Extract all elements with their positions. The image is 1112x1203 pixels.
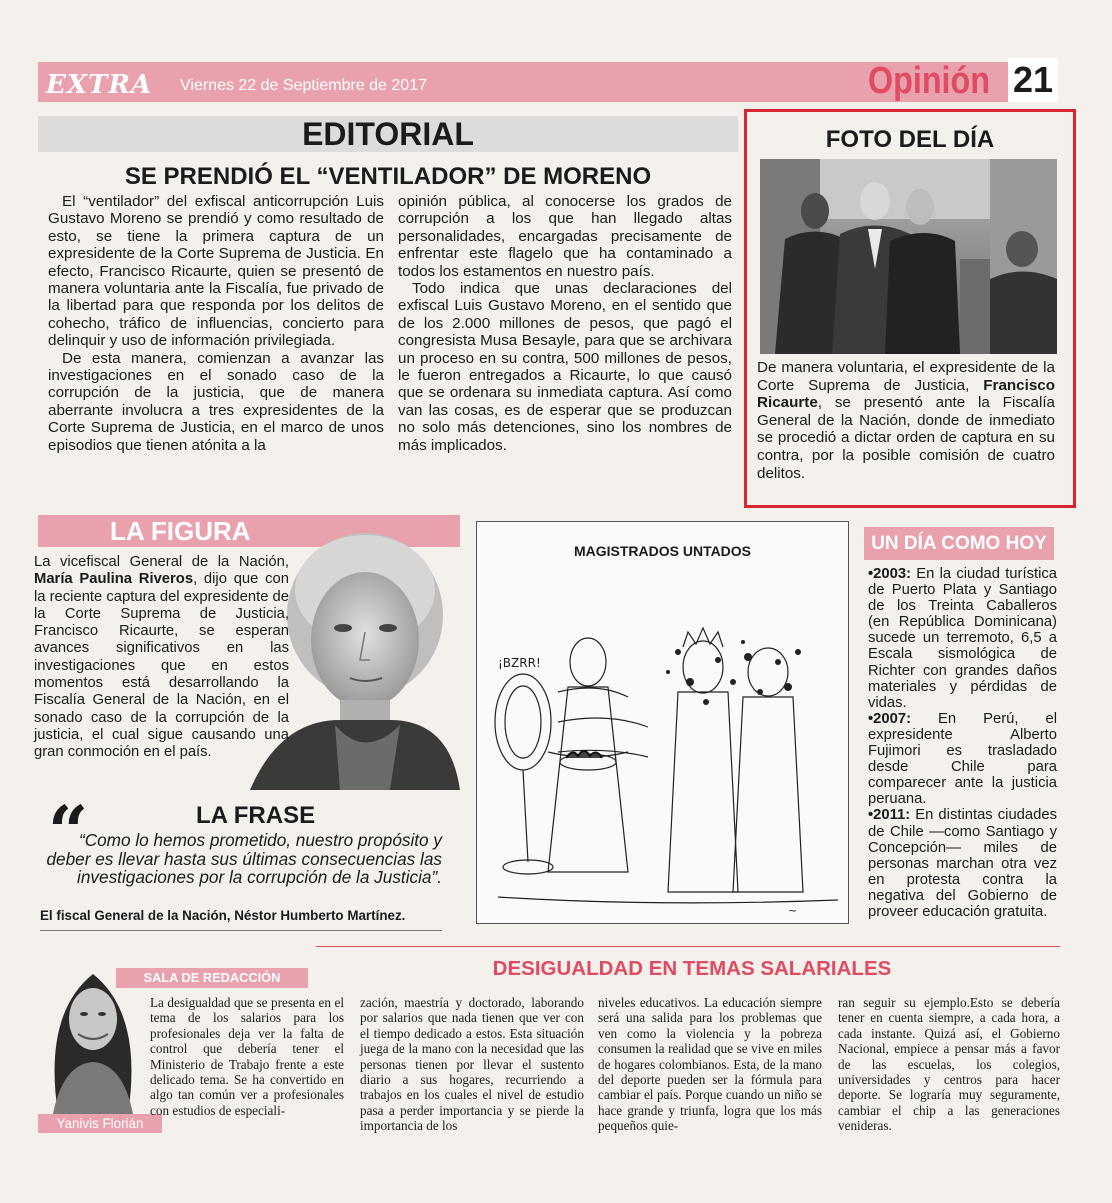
photo-of-the-day-caption (757, 359, 1055, 482)
editorial-column-1 (48, 193, 384, 454)
author-name: Yanivis Florián (56, 1116, 144, 1131)
column-text-3: niveles educativos. La educación siempre será una salida para los problemas que ven como la violencia y la pobreza consumen la realidad que se vive en miles de hogares colombianos. Esta, de la mano del deporte pueden ser la fórmula para cambiar el país. Porque cuando un niño se hace grande y triunfa, logra que los más pequeños quie- (598, 995, 822, 1134)
quote-mark-icon: “ (48, 790, 89, 873)
list-item (868, 807, 1057, 920)
un-dia-como-hoy-list (868, 566, 1057, 920)
divider (316, 946, 1060, 947)
svg-text:~: ~ (788, 904, 798, 917)
sala-de-redaccion-label: SALA DE REDACCIÓN (143, 970, 281, 985)
caption-name: Francisco Ricaurte (757, 376, 1055, 412)
list-item-year: •2003: (868, 566, 912, 582)
figura-text: La vicefiscal General de la Nación, (34, 554, 289, 570)
figura-name: María Paulina Riveros (34, 571, 194, 588)
list-item-text: En distintas ciudades de Chile —como Santiago y Concepción— miles de personas marchan otra vez en protesta contra la negativa del Gobierno de proveer educación gratuita. (868, 807, 1057, 920)
column-text-4: ran seguir su ejemplo.Esto se debería tener en cuenta siempre, a cada hora, a cada instante. Quizá así, el Gobierno Nacional, empiece a pensar más a favor de las escuelas, los colegios, universidades y centros para hacer deporte. Se lograría muy seguramente, cambiar el chip a las generaciones venideras. (838, 995, 1060, 1134)
la-figura-text (34, 554, 289, 762)
section-name: Opinión (868, 60, 991, 102)
list-item-year: •2011: (868, 807, 911, 824)
paragraph: opinión pública, al conocerse los grados de corrupción a los que han llegado altas personalidades, encargadas precisamente de enfrentar este flagelo que ha contaminado a todos los estamentos en nuestro país. (398, 193, 732, 280)
list-item-text: En Perú, el expresidente Alberto Fujimori es trasladado desde Chile para comparecer ante la justicia peruana. (868, 710, 1057, 808)
la-frase-author: El fiscal General de la Nación, Néstor Humberto Martínez. (40, 908, 406, 923)
paragraph: El “ventilador” del exfiscal anticorrupción Luis Gustavo Moreno se prendió y como resultado de esto, se tiene la primera captura de un expresidente de la Corte Suprema de Justicia. En efecto, Francisco Ricaurte, quien se presentó de manera voluntaria ante la Fiscalía, fue privado de la libertad para que responda por los delitos de cohecho, tráfico de influencias, concierto para delinquir y uso de información privilegiada. (48, 193, 384, 350)
cartoon-title: MAGISTRADOS UNTADOS (573, 543, 752, 559)
list-item-year: •2007: (868, 710, 912, 727)
photo-of-the-day-image (760, 159, 1057, 354)
list-item (868, 566, 1057, 711)
caption-text: De manera voluntaria, el expresidente de la Corte Suprema de Justicia, (757, 359, 1055, 394)
paragraph: Todo indica que unas declaraciones del exfiscal Luis Gustavo Moreno, en el sentido que de los 2.000 millones de pesos, que pagó el congresista Musa Besayle, para que se archivara un proceso en su contra, 500 millones de pesos, le fueron entregados a Ricaurte, lo que causó que se ordenara su inmediata captura. Así como van las cosas, es de esperar que se produzcan no solo más detenciones, sino los nombres de más implicados. (398, 280, 732, 454)
author-portrait (38, 954, 148, 1114)
la-figura-title: LA FIGURA (110, 516, 251, 546)
paragraph: De esta manera, comienzan a avanzar las investigaciones en el sonado caso de la corrupción de la justicia, que de manera aberrante involucra a tres expresidentes de la Corte Suprema de Justicia, en el marco de unos episodios que tienen atónita a la (48, 349, 384, 454)
divider (40, 930, 442, 931)
un-dia-como-hoy-title: UN DÍA COMO HOY (871, 533, 1047, 554)
cartoon-drawing (478, 562, 847, 922)
photo-of-the-day-title: FOTO DEL DÍA (825, 126, 995, 153)
editorial-column-2 (398, 193, 732, 454)
editorial-label: EDITORIAL (302, 116, 474, 152)
la-frase-title: LA FRASE (196, 802, 316, 829)
caption-text: , se presentó ante la Fiscalía General de la Nación, donde de inmediato se procedió a dictar orden de captura en su contra, por la posible comisión de cuatro delitos. (757, 394, 1055, 482)
list-item (868, 711, 1057, 808)
newspaper-logo: EXTRA (46, 70, 153, 100)
column-headline: DESIGUALDAD EN TEMAS SALARIALES (492, 957, 892, 980)
list-item-text: En la ciudad turística de Puerto Plata y Santiago de los Treinta Caballeros (en República Dominicana) sucede un terremoto, 6,5 a Escala sismológica de Richter con grandes daños materiales y pérdidas de vidas. (868, 566, 1057, 711)
la-frase-quote: “Como lo hemos prometido, nuestro propósito y deber es llevar hasta sus últimas consecuencias las investigaciones por la corrupción de la Justicia”. (46, 830, 442, 887)
editorial-headline: SE PRENDIÓ EL “VENTILADOR” DE MORENO (124, 163, 652, 190)
page-number: 21 (1008, 58, 1058, 102)
issue-date: Viernes 22 de Septiembre de 2017 (180, 77, 427, 94)
column-text-1: La desigualdad que se presenta en el tema de los salarios para los profesionales deja ver la falta de control que debería tener el Ministerio de Trabajo frente a este delicado tema. Se ha convertido en algo tan común ver a profesionales con estudios de especiali- (150, 995, 344, 1118)
column-text-2: zación, maestría y doctorado, laborando por salarios que nada tienen que ver con el tiempo dedicado a estos. Esta situación juega de la mano con la necesidad que las personas tienen por llevar el sustento diario a sus hogares, recurriendo a trabajos en los cuales el nivel de estudio pasa a perder importancia y se pierde la importancia de los (360, 995, 584, 1134)
cartoon-sound: ¡BZRR! (498, 656, 541, 670)
figura-text: , dijo que con la reciente captura del expresidente de la Corte Suprema de Justicia, Francisco Ricaurte, se esperan avances significativos en las investigaciones que en estos momentos está desarrollando la Fiscalía General de la Nación, en el sonado caso de la corrupción de la justicia, el cual sigue causando una gran conmoción en el país. (34, 571, 290, 761)
